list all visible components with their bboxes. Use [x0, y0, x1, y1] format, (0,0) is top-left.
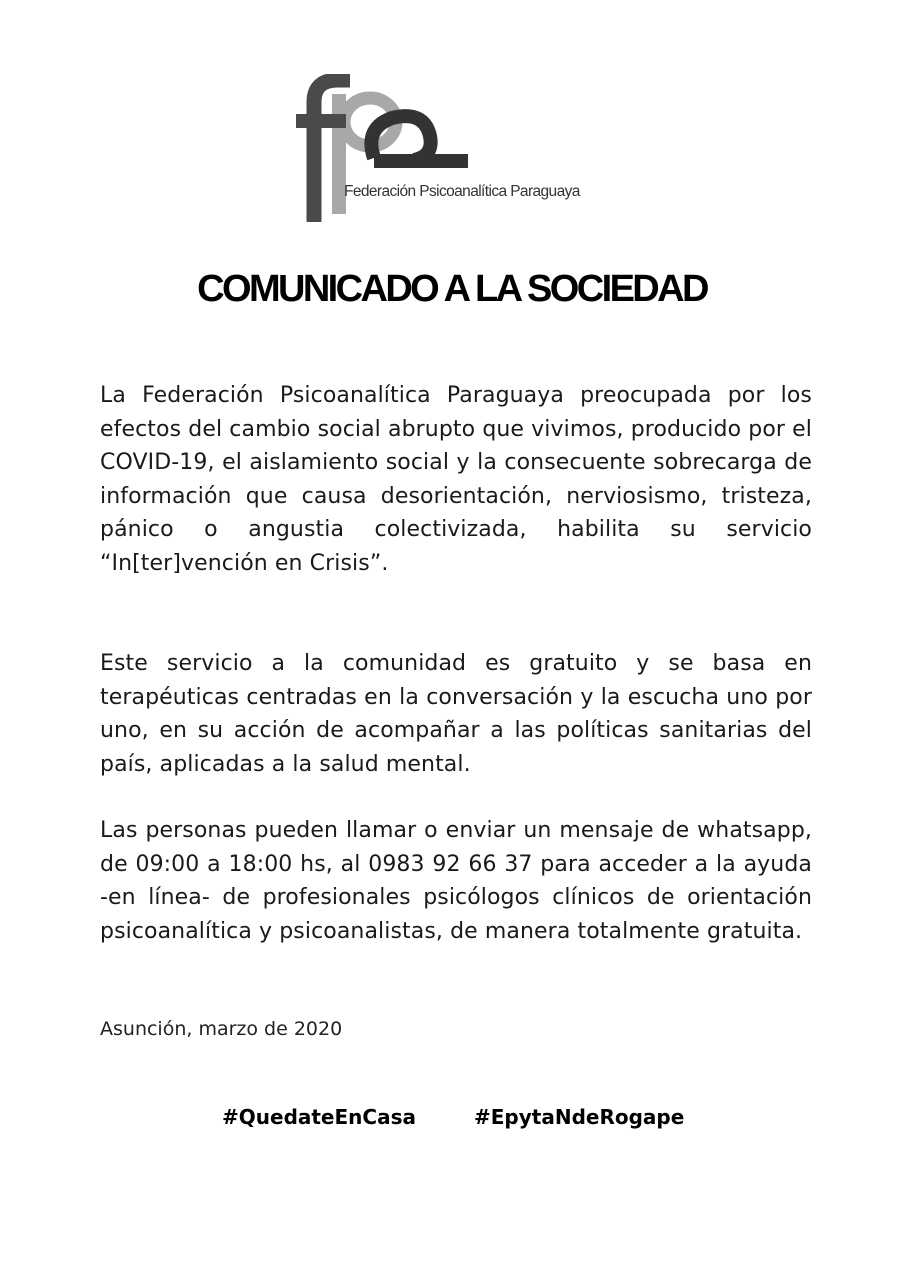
paragraph-service: Este servicio a la comunidad es gratuito y se basa en terapéuticas centradas en la conversación y la escucha uno por uno, en su acción de acompañar a las políticas sanitarias del país, aplicadas a la salud mental.	[100, 651, 812, 777]
paragraph-contact: Las personas pueden llamar o enviar un mensaje de whatsapp, de 09:00 a 18:00 hs, al 0983 92 66 37 para acceder a la ayuda -en línea- de profesionales psicólogos clínicos de orientación psicoanalítica y psicoanalistas, de manera totalmente gratuita.	[100, 818, 812, 944]
paragraph-intro: La Federación Psicoanalítica Paraguaya preocupada por los efectos del cambio social abrupto que vivimos, producido por el COVID-19, el aislamiento social y la consecuente sobrecarga de información que causa desorientación, nerviosismo, tristeza, pánico o angustia colectivizada, habilita su servicio “In[ter]vención en Crisis”.	[100, 383, 812, 576]
fpp-monogram-icon	[292, 74, 622, 226]
hashtag-epyta-nde-rogape: #EpytaNdeRogape	[474, 1105, 685, 1129]
hashtag-quedate-en-casa: #QuedateEnCasa	[222, 1105, 416, 1129]
federation-logo	[292, 74, 622, 226]
logo-text: Federación Psicoanalítica Paraguaya	[344, 183, 580, 200]
page-title: COMUNICADO A LA SOCIEDAD	[197, 268, 707, 310]
hashtags	[0, 1105, 904, 1135]
place-date: Asunción, marzo de 2020	[100, 1018, 343, 1040]
